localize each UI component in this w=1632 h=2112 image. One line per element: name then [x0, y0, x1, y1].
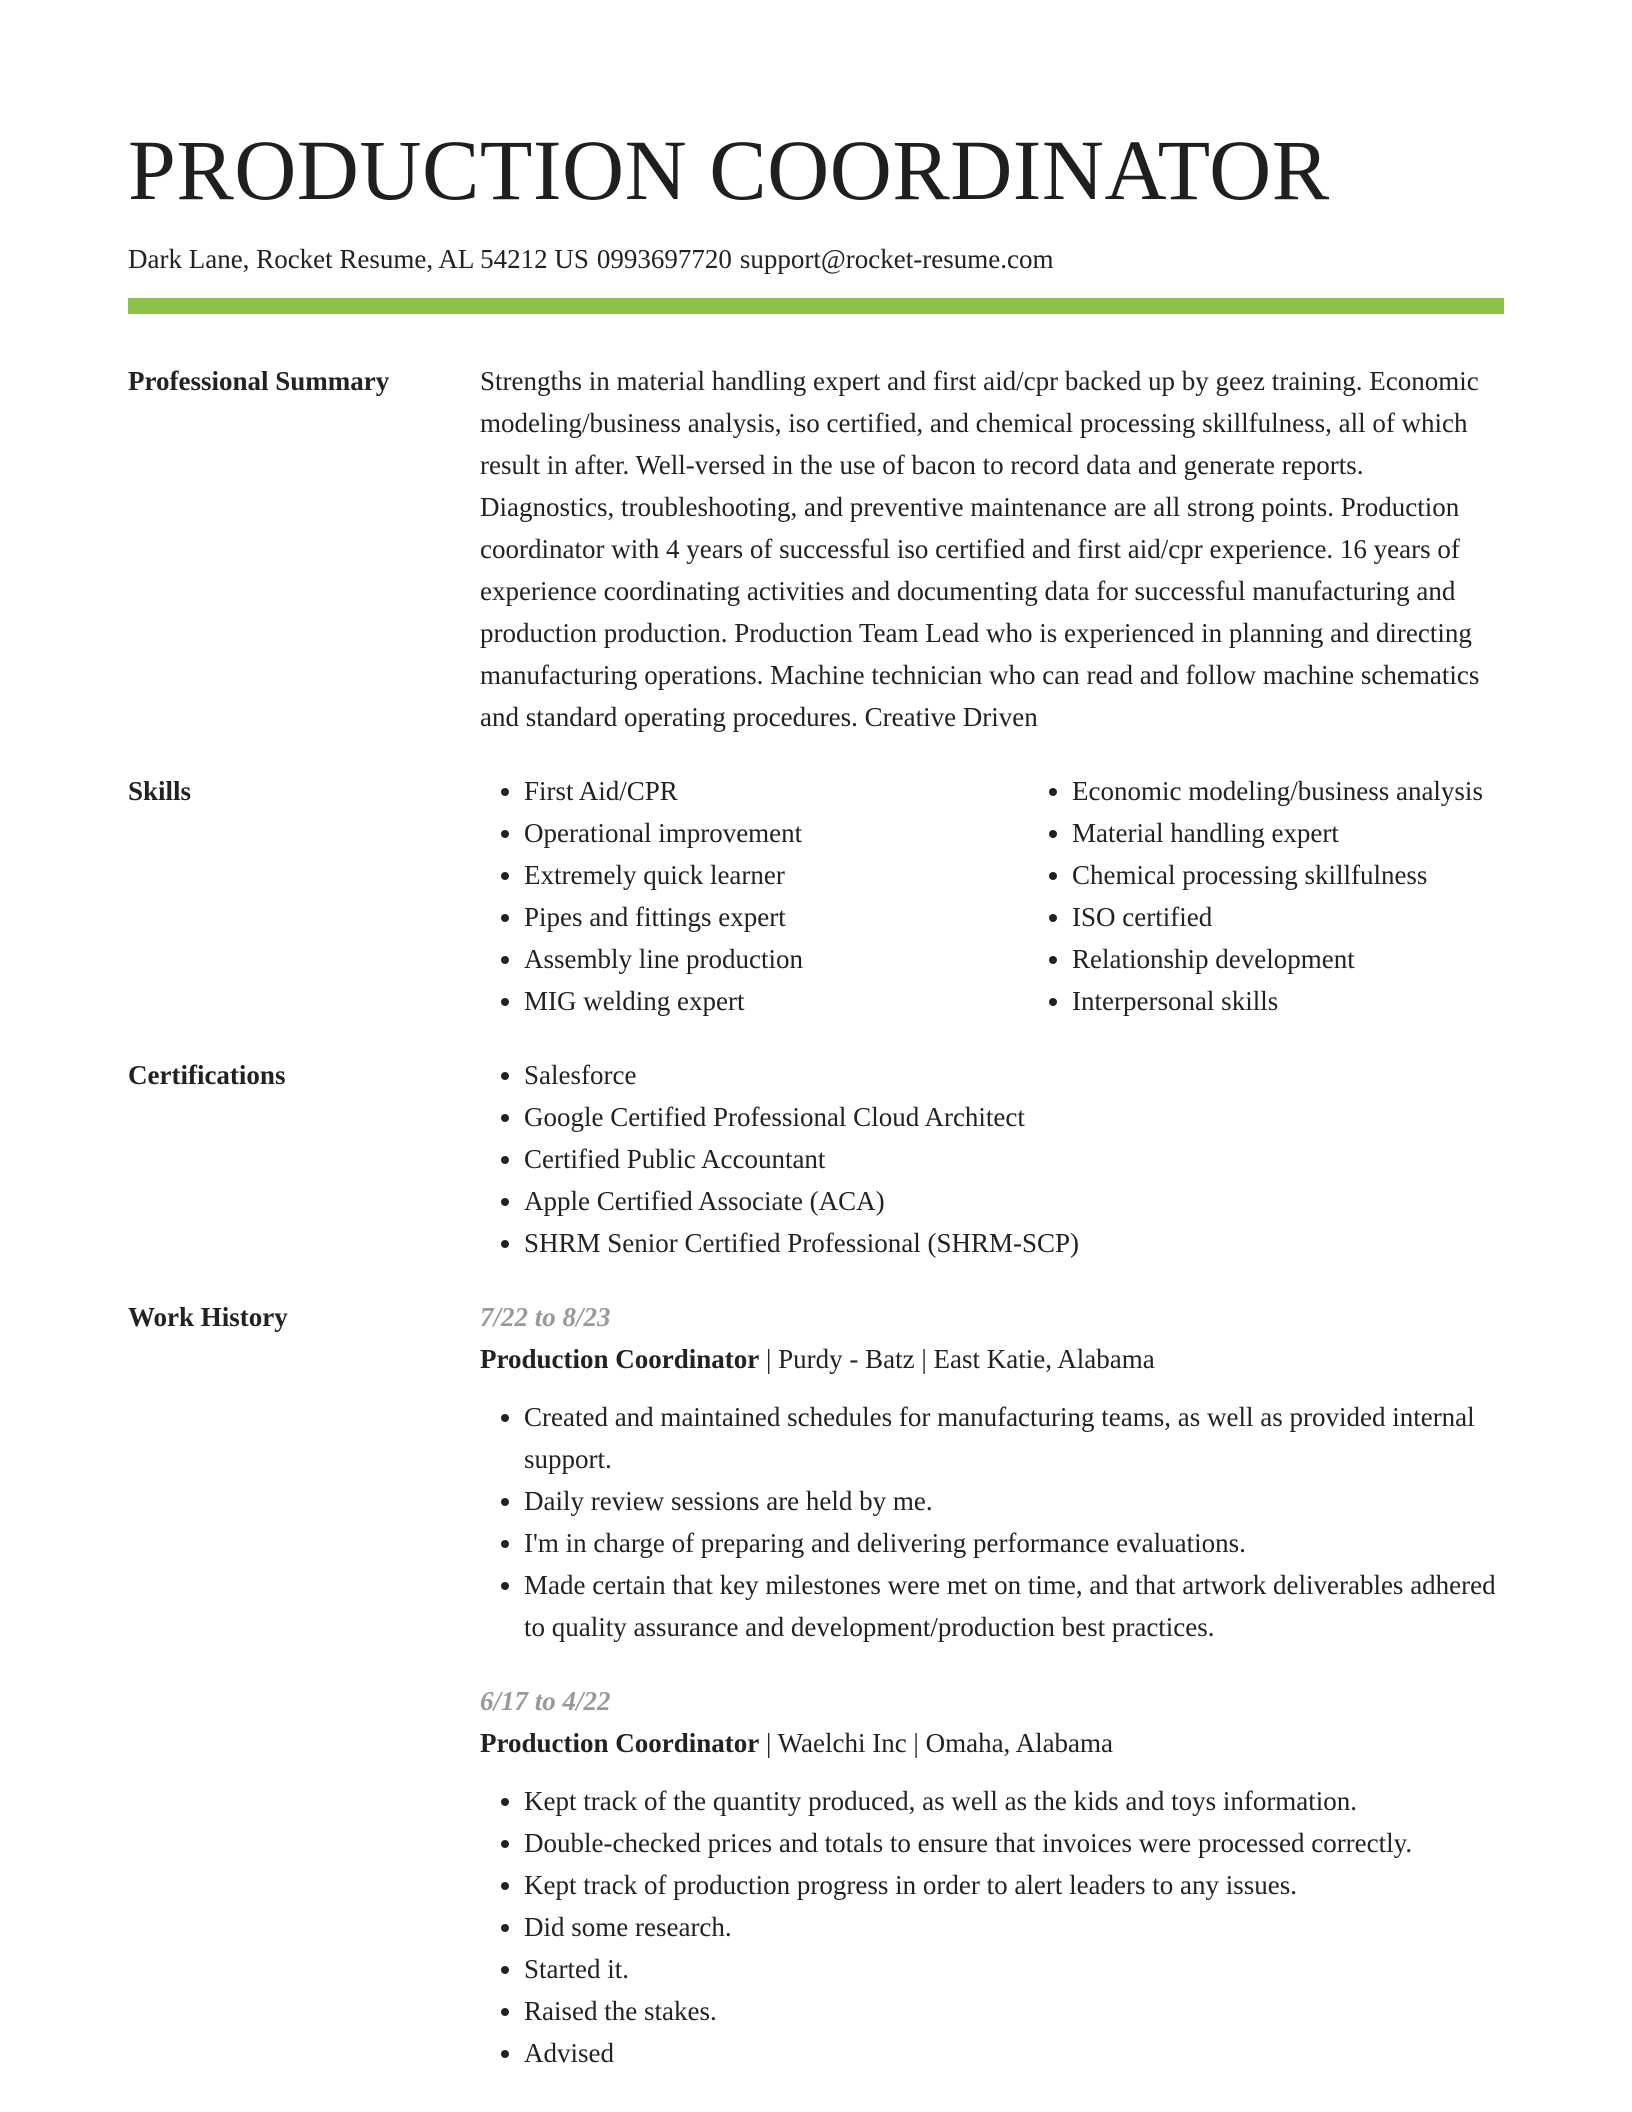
job-entry	[480, 1680, 1504, 2074]
list-item: • Extremely quick learner	[524, 854, 1028, 896]
list-item: • Interpersonal skills	[1072, 980, 1576, 1022]
list-item: • Assembly line production	[524, 938, 1028, 980]
list-item: • Operational improvement	[524, 812, 1028, 854]
section-body	[480, 770, 1576, 1022]
certifications-section	[128, 1054, 1504, 1264]
job-title: Production Coordinator	[480, 1344, 760, 1374]
skills-list-right	[1028, 770, 1576, 1022]
job-entry	[480, 1296, 1504, 1648]
certifications-list	[480, 1054, 1504, 1264]
list-item: • Double-checked prices and totals to ensure that invoices were processed correctly.	[524, 1822, 1504, 1864]
list-item: • Advised	[524, 2032, 1504, 2074]
list-item: • Economic modeling/business analysis	[1072, 770, 1576, 812]
contact-line	[128, 242, 1504, 276]
list-item: • ISO certified	[1072, 896, 1576, 938]
section-body	[480, 1054, 1504, 1264]
job-dates: 6/17 to 4/22	[480, 1686, 611, 1716]
list-item: • Salesforce	[524, 1054, 1504, 1096]
job-details: | Waelchi Inc | Omaha, Alabama	[759, 1728, 1114, 1758]
work-history-section	[128, 1296, 1504, 2074]
list-item: • I'm in charge of preparing and delivering performance evaluations.	[524, 1522, 1504, 1564]
job-bullets	[480, 1780, 1504, 2074]
professional-summary-section	[128, 360, 1504, 738]
list-item: • Created and maintained schedules for manufacturing teams, as well as provided internal support.	[524, 1396, 1504, 1480]
resume-page	[128, 0, 1504, 2074]
list-item: • Daily review sessions are held by me.	[524, 1480, 1504, 1522]
job-details: | Purdy - Batz | East Katie, Alabama	[759, 1344, 1155, 1374]
address: Dark Lane, Rocket Resume, AL 54212 US	[128, 244, 589, 274]
list-item: • Certified Public Accountant	[524, 1138, 1504, 1180]
section-label: Work History	[128, 1302, 288, 1332]
section-label: Certifications	[128, 1060, 286, 1090]
list-item: • Google Certified Professional Cloud Architect	[524, 1096, 1504, 1138]
header-divider	[128, 298, 1504, 314]
section-body	[480, 360, 1504, 738]
job-dates: 7/22 to 8/23	[480, 1302, 611, 1332]
skills-list-left	[480, 770, 1028, 1022]
list-item: • Material handling expert	[1072, 812, 1576, 854]
email: support@rocket-resume.com	[739, 244, 1054, 274]
summary-text: Strengths in material handling expert and first aid/cpr backed up by geez training. Economic modeling/business analysis, iso certified, and chemical processing skillfulness, all of which result in after. Well-versed in the use of bacon to record data and generate reports. Diagnostics, troubleshooting, and preventive maintenance are all strong points. Production coordinator with 4 years of successful iso certified and first aid/cpr experience. 16 years of experience coordinating activities and documenting data for successful manufacturing and production production. Production Team Lead who is experienced in planning and directing manufacturing operations. Machine technician who can read and follow machine schematics and standard operating procedures. Creative Driven	[480, 366, 1480, 732]
section-body	[480, 1296, 1504, 2074]
list-item: • Apple Certified Associate (ACA)	[524, 1180, 1504, 1222]
list-item: • Started it.	[524, 1948, 1504, 1990]
job-title-line	[480, 1338, 1504, 1380]
list-item: • MIG welding expert	[524, 980, 1028, 1022]
list-item: • Kept track of the quantity produced, as well as the kids and toys information.	[524, 1780, 1504, 1822]
list-item: • Chemical processing skillfulness	[1072, 854, 1576, 896]
list-item: • Kept track of production progress in order to alert leaders to any issues.	[524, 1864, 1504, 1906]
phone: 0993697720	[596, 244, 732, 274]
list-item: • Raised the stakes.	[524, 1990, 1504, 2032]
job-title-line	[480, 1722, 1504, 1764]
list-item: • SHRM Senior Certified Professional (SHRM-SCP)	[524, 1222, 1504, 1264]
section-label: Skills	[128, 776, 192, 806]
list-item: • Pipes and fittings expert	[524, 896, 1028, 938]
list-item: • Relationship development	[1072, 938, 1576, 980]
skills-section	[128, 770, 1504, 1022]
list-item: • Made certain that key milestones were met on time, and that artwork deliverables adhered to quality assurance and development/production best practices.	[524, 1564, 1504, 1648]
list-item: • Did some research.	[524, 1906, 1504, 1948]
job-title: Production Coordinator	[480, 1728, 760, 1758]
resume-title: PRODUCTION COORDINATOR	[128, 122, 1330, 218]
list-item: • First Aid/CPR	[524, 770, 1028, 812]
job-bullets	[480, 1396, 1504, 1648]
section-label: Professional Summary	[128, 366, 390, 396]
